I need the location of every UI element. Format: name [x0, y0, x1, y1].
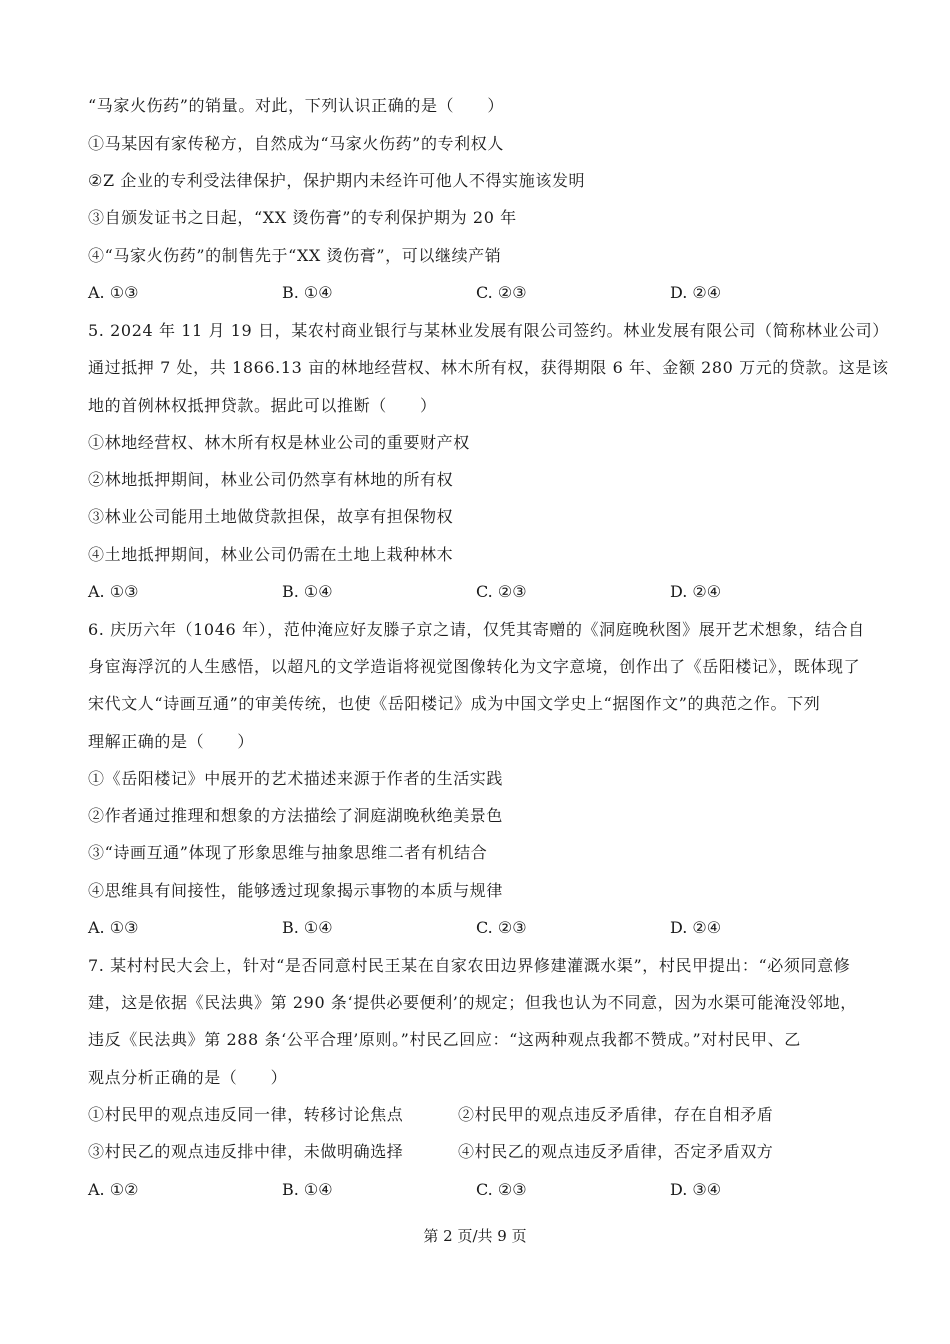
q7-item-1: ①村民甲的观点违反同一律，转移讨论焦点 [88, 1105, 404, 1124]
q4-options [88, 283, 878, 303]
q6-option-b: B. ①④ [282, 918, 333, 937]
q4-item-4: ④“马家火伤药”的制售先于“XX 烫伤膏”，可以继续产销 [88, 246, 502, 265]
q5-item-3: ③林业公司能用土地做贷款担保，故享有担保物权 [88, 507, 454, 526]
q6-item-3: ③“诗画互通”体现了形象思维与抽象思维二者有机结合 [88, 843, 488, 862]
q6-option-c: C. ②③ [476, 918, 527, 937]
q6-option-d: D. ②④ [670, 918, 722, 937]
q5-options [88, 582, 878, 602]
q7-item-3: ③村民乙的观点违反排中律，未做明确选择 [88, 1142, 404, 1161]
q7-stem-line-3: 违反《民法典》第 288 条‘公平合理’原则。”村民乙回应：“这两种观点我都不赞成。”对村民甲、乙 [88, 1030, 801, 1049]
q4-option-b: B. ①④ [282, 283, 333, 302]
q7-option-c: C. ②③ [476, 1180, 527, 1199]
q5-stem-line-2: 通过抵押 7 处，共 1866.13 亩的林地经营权、林木所有权，获得期限 6 年、金额 280 万元的贷款。这是该 [88, 358, 889, 377]
q7-option-a: A. ①② [88, 1180, 139, 1199]
q7-options [88, 1180, 878, 1200]
q5-item-1: ①林地经营权、林木所有权是林业公司的重要财产权 [88, 433, 470, 452]
q7-option-d: D. ③④ [670, 1180, 722, 1199]
q7-item-2: ②村民甲的观点违反矛盾律，存在自相矛盾 [458, 1105, 774, 1124]
q6-option-a: A. ①③ [88, 918, 139, 937]
q4-item-1: ①马某因有家传秘方，自然成为“马家火伤药”的专利权人 [88, 134, 504, 153]
q5-stem-line-3: 地的首例林权抵押贷款。据此可以推断（ ） [88, 396, 437, 415]
q5-stem-line-1: 5. 2024 年 11 月 19 日，某农村商业银行与某林业发展有限公司签约。林业发展有限公司（简称林业公司） [88, 321, 889, 340]
q5-option-b: B. ①④ [282, 582, 333, 601]
q4-option-d: D. ②④ [670, 283, 722, 302]
q7-stem-line-2: 建，这是依据《民法典》第 290 条‘提供必要便利’的规定；但我也认为不同意，因为水渠可能淹没邻地， [88, 993, 857, 1012]
q6-stem-line-2: 身宦海浮沉的人生感悟，以超凡的文学造诣将视觉图像转化为文字意境，创作出了《岳阳楼记》，既体现了 [88, 657, 861, 676]
q5-option-c: C. ②③ [476, 582, 527, 601]
q5-option-a: A. ①③ [88, 582, 139, 601]
q6-stem-line-4: 理解正确的是（ ） [88, 732, 255, 751]
q6-item-1: ①《岳阳楼记》中展开的艺术描述来源于作者的生活实践 [88, 769, 504, 788]
q4-item-3: ③自颁发证书之日起，“XX 烫伤膏”的专利保护期为 20 年 [88, 208, 517, 227]
q7-items-row-1 [88, 1105, 878, 1125]
q6-stem-line-1: 6. 庆历六年（1046 年），范仲淹应好友滕子京之请，仅凭其寄赠的《洞庭晚秋图》展开艺术想象，结合自 [88, 620, 865, 639]
q4-option-c: C. ②③ [476, 283, 527, 302]
q4-item-2: ②Z 企业的专利受法律保护，保护期内未经许可他人不得实施该发明 [88, 171, 586, 190]
q4-option-a: A. ①③ [88, 283, 139, 302]
q5-option-d: D. ②④ [670, 582, 722, 601]
q7-item-4: ④村民乙的观点违反矛盾律，否定矛盾双方 [458, 1142, 774, 1161]
q7-stem-line-1: 7. 某村村民大会上，针对“是否同意村民王某在自家农田边界修建灌溉水渠”，村民甲提出：“必须同意修 [88, 956, 851, 975]
q6-item-4: ④思维具有间接性，能够透过现象揭示事物的本质与规律 [88, 881, 504, 900]
q7-stem-line-4: 观点分析正确的是（ ） [88, 1068, 288, 1087]
q6-stem-line-3: 宋代文人“诗画互通”的审美传统，也使《岳阳楼记》成为中国文学史上“据图作文”的典范之作。下列 [88, 694, 821, 713]
q7-items-row-2 [88, 1142, 878, 1162]
page-footer: 第 2 页/共 9 页 [423, 1227, 527, 1245]
q4-stem-end: “马家火伤药”的销量。对此，下列认识正确的是（ ） [88, 96, 504, 115]
q5-item-4: ④土地抵押期间，林业公司仍需在土地上栽种林木 [88, 545, 454, 564]
q6-options [88, 918, 878, 938]
q6-item-2: ②作者通过推理和想象的方法描绘了洞庭湖晚秋绝美景色 [88, 806, 504, 825]
q7-option-b: B. ①④ [282, 1180, 333, 1199]
q5-item-2: ②林地抵押期间，林业公司仍然享有林地的所有权 [88, 470, 454, 489]
